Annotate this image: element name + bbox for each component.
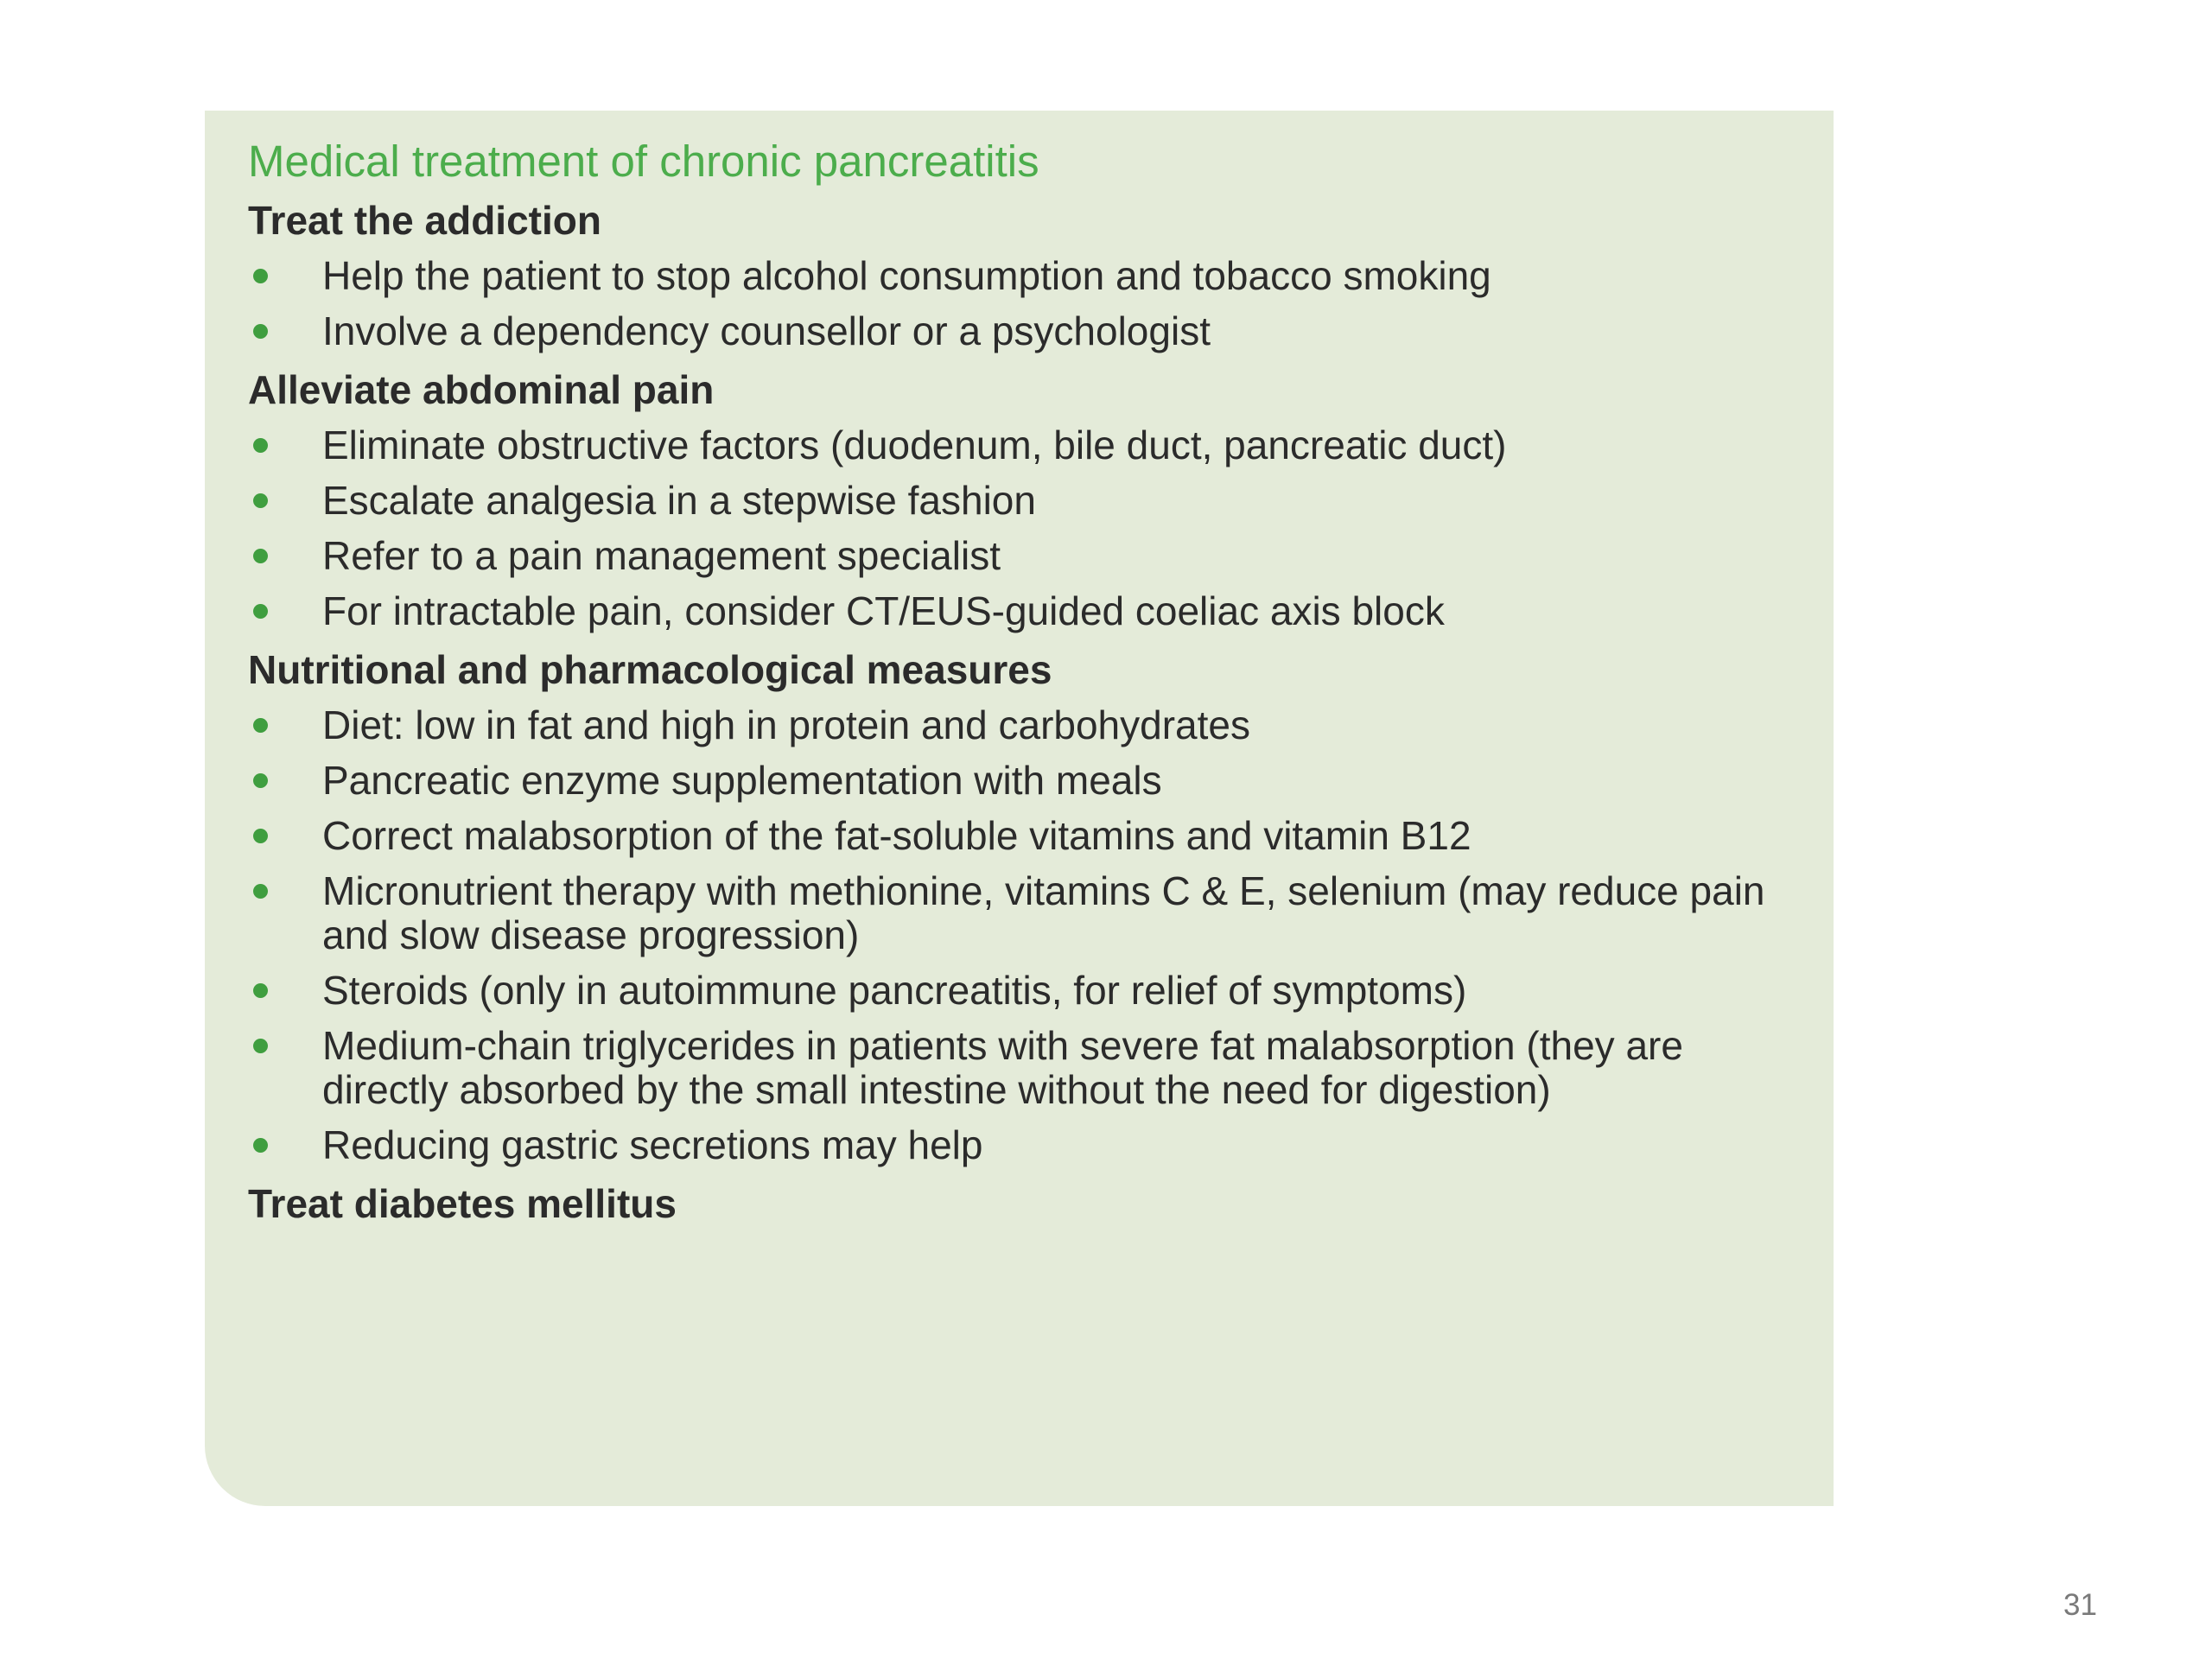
bullet-icon <box>253 1039 268 1053</box>
section-diabetes <box>248 1179 1799 1229</box>
section-heading: Treat diabetes mellitus <box>248 1181 677 1226</box>
list-item <box>248 703 1799 747</box>
bullet-icon <box>253 549 268 563</box>
section-nutritional-measures <box>248 645 1799 1167</box>
list-item-text: Steroids (only in autoimmune pancreatitis, for relief of symptoms) <box>322 968 1467 1013</box>
bullet-list <box>248 423 1799 633</box>
list-item <box>248 589 1799 633</box>
list-item-text: Reducing gastric secretions may help <box>322 1122 983 1167</box>
bullet-icon <box>253 983 268 998</box>
list-item-text: For intractable pain, consider CT/EUS-guided coeliac axis block <box>322 588 1445 633</box>
bullet-icon <box>253 324 268 339</box>
list-item-text: Help the patient to stop alcohol consumption and tobacco smoking <box>322 253 1491 298</box>
list-item-text: Eliminate obstructive factors (duodenum, bile duct, pancreatic duct) <box>322 423 1507 467</box>
bullet-icon <box>253 493 268 508</box>
section-abdominal-pain <box>248 365 1799 633</box>
list-item-text: Correct malabsorption of the fat-soluble vitamins and vitamin B12 <box>322 813 1471 858</box>
bullet-icon <box>253 269 268 283</box>
list-item <box>248 869 1799 957</box>
treatment-box <box>205 111 1834 1506</box>
list-item-text: Refer to a pain management specialist <box>322 533 1001 578</box>
list-item-text: Micronutrient therapy with methionine, vitamins C & E, selenium (may reduce pain and slow disease progression) <box>322 868 1765 957</box>
list-item-text: Diet: low in fat and high in protein and carbohydrates <box>322 702 1250 747</box>
bullet-icon <box>253 829 268 843</box>
page-number: 31 <box>2063 1588 2097 1622</box>
list-item <box>248 1024 1799 1112</box>
list-item <box>248 479 1799 523</box>
section-heading: Treat the addiction <box>248 198 601 243</box>
list-item-text: Involve a dependency counsellor or a psychologist <box>322 308 1211 353</box>
list-item <box>248 534 1799 578</box>
section-treat-addiction <box>248 195 1799 353</box>
bullet-icon <box>253 773 268 788</box>
section-heading: Alleviate abdominal pain <box>248 367 715 412</box>
bullet-icon <box>253 884 268 899</box>
section-heading: Nutritional and pharmacological measures <box>248 647 1052 692</box>
list-item <box>248 423 1799 467</box>
bullet-icon <box>253 1138 268 1153</box>
list-item-text: Escalate analgesia in a stepwise fashion <box>322 478 1036 523</box>
box-title: Medical treatment of chronic pancreatitis <box>248 137 1039 186</box>
bullet-icon <box>253 718 268 733</box>
list-item <box>248 814 1799 858</box>
list-item <box>248 254 1799 298</box>
bullet-icon <box>253 604 268 619</box>
list-item <box>248 1123 1799 1167</box>
list-item <box>248 759 1799 803</box>
list-item-text: Medium-chain triglycerides in patients with severe fat malabsorption (they are directly absorbed by the small intestine without the need for digestion) <box>322 1023 1683 1112</box>
bullet-list <box>248 703 1799 1167</box>
list-item <box>248 969 1799 1013</box>
bullet-list <box>248 254 1799 353</box>
list-item <box>248 309 1799 353</box>
list-item-text: Pancreatic enzyme supplementation with meals <box>322 758 1162 803</box>
bullet-icon <box>253 438 268 453</box>
